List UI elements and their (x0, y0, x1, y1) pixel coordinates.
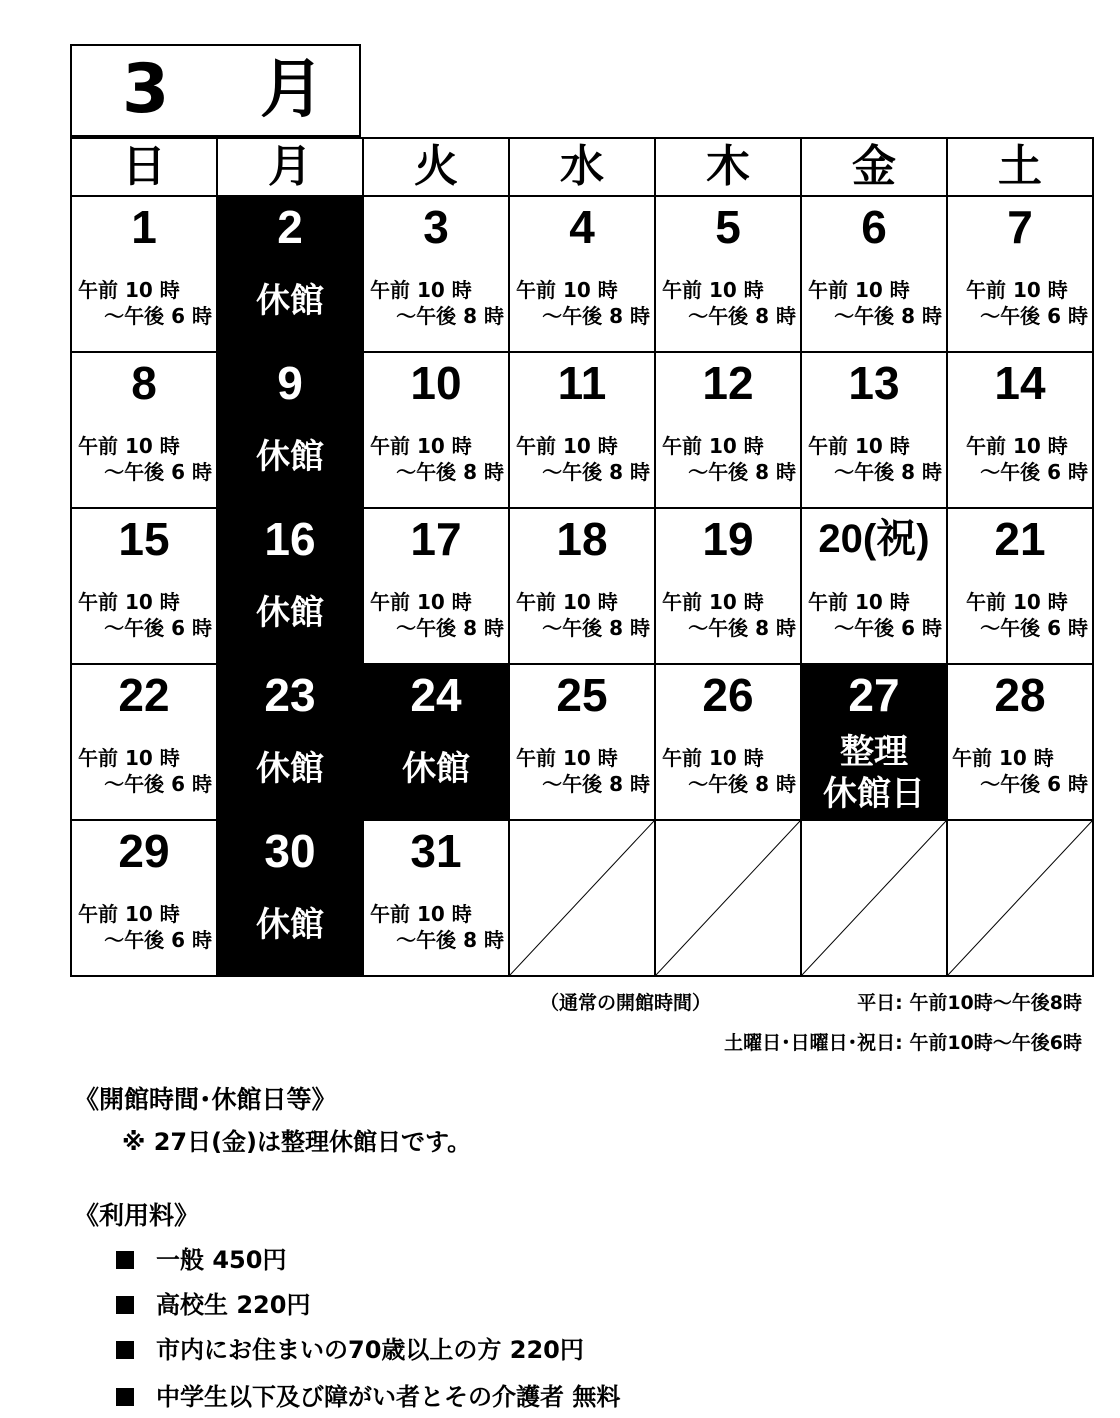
close-time: ～午後 8 時 (542, 616, 650, 640)
day-number: 10 (410, 357, 462, 409)
bullet-square-icon (116, 1251, 134, 1269)
closed-label: 休館 (256, 593, 324, 633)
open-time: 午前 10 時 (370, 434, 472, 458)
empty-cell (509, 820, 655, 976)
day-cell-28 (947, 664, 1093, 820)
day-number: 9 (277, 357, 303, 409)
close-time: ～午後 6 時 (104, 928, 212, 952)
open-time: 午前 10 時 (370, 902, 472, 926)
open-time: 午前 10 時 (966, 434, 1068, 458)
close-time: ～午後 8 時 (542, 460, 650, 484)
close-time: ～午後 8 時 (688, 616, 796, 640)
week-row (71, 508, 1093, 664)
day-cell-4 (509, 196, 655, 352)
day-cell-21 (947, 508, 1093, 664)
open-time: 午前 10 時 (516, 746, 618, 770)
day-number: 13 (848, 357, 900, 409)
open-time: 午前 10 時 (516, 278, 618, 302)
day-number: 14 (994, 357, 1046, 409)
open-time: 午前 10 時 (78, 278, 180, 302)
maintenance-note: ※ 27日(金)は整理休館日です。 (122, 1128, 472, 1156)
day-cell-11 (509, 352, 655, 508)
day-cell-31 (363, 820, 509, 976)
open-time: 午前 10 時 (370, 590, 472, 614)
day-number: 16 (264, 513, 316, 565)
week-row (71, 664, 1093, 820)
day-cell-6 (801, 196, 947, 352)
day-number: 19 (702, 513, 754, 565)
open-time: 午前 10 時 (662, 278, 764, 302)
day-cell-20-holiday (801, 508, 947, 664)
day-number: 21 (994, 513, 1046, 565)
empty-cell-slash (510, 821, 654, 975)
fee-text: 市内にお住まいの70歳以上の方 220円 (156, 1336, 584, 1364)
day-number: 3 (423, 201, 449, 253)
day-cell-2 (217, 196, 363, 352)
open-time: 午前 10 時 (78, 902, 180, 926)
normal-hours-label: （通常の開館時間） (540, 992, 712, 1014)
fee-text: 中学生以下及び障がい者とその介護者 無料 (156, 1383, 621, 1411)
day-cell-5 (655, 196, 801, 352)
closed-label: 休館 (256, 281, 324, 321)
day-cell-24 (363, 664, 509, 820)
weekday-thu: 木 (655, 138, 801, 196)
open-time: 午前 10 時 (808, 278, 910, 302)
day-cell-13 (801, 352, 947, 508)
open-time: 午前 10 時 (662, 434, 764, 458)
day-cell-14 (947, 352, 1093, 508)
day-number: 28 (994, 669, 1046, 721)
day-cell-12 (655, 352, 801, 508)
day-cell-18 (509, 508, 655, 664)
close-time: ～午後 8 時 (688, 460, 796, 484)
day-number: 4 (569, 201, 595, 253)
day-number: 11 (557, 357, 607, 409)
maintenance-closed-label (802, 731, 946, 815)
bullet-square-icon (116, 1296, 134, 1314)
open-time: 午前 10 時 (966, 590, 1068, 614)
close-time: ～午後 6 時 (980, 460, 1088, 484)
close-time: ～午後 8 時 (688, 772, 796, 796)
empty-cell-slash (802, 821, 946, 975)
week-row (71, 196, 1093, 352)
close-time: ～午後 6 時 (104, 304, 212, 328)
open-time: 午前 10 時 (370, 278, 472, 302)
maintenance-line-2: 休館日 (823, 774, 925, 814)
day-number: 25 (556, 669, 608, 721)
day-cell-26 (655, 664, 801, 820)
closed-label: 休館 (402, 749, 470, 789)
day-number: 27 (848, 669, 900, 721)
empty-cell (655, 820, 801, 976)
day-number: 2 (277, 201, 303, 253)
day-number: 22 (118, 669, 170, 721)
day-cell-30 (217, 820, 363, 976)
hours-section-title: 《開館時間･休館日等》 (74, 1085, 337, 1114)
month-label: 月 (260, 53, 324, 127)
normal-hours-weekday: 平日: 午前10時～午後8時 (857, 992, 1082, 1014)
calendar-grid (70, 137, 1094, 977)
close-time: ～午後 6 時 (980, 772, 1088, 796)
empty-cell-slash (656, 821, 800, 975)
week-row (71, 820, 1093, 976)
fee-item (116, 1377, 620, 1412)
open-time: 午前 10 時 (952, 746, 1054, 770)
empty-cell-slash (948, 821, 1092, 975)
day-cell-23 (217, 664, 363, 820)
open-time: 午前 10 時 (966, 278, 1068, 302)
open-time: 午前 10 時 (516, 434, 618, 458)
close-time: ～午後 6 時 (980, 304, 1088, 328)
weekday-wed: 水 (509, 138, 655, 196)
bullet-square-icon (116, 1388, 134, 1406)
weekday-header-row (71, 138, 1093, 196)
day-cell-3 (363, 196, 509, 352)
day-cell-25 (509, 664, 655, 820)
month-number: 3 (122, 50, 170, 129)
day-number: 17 (410, 513, 462, 565)
close-time: ～午後 8 時 (834, 304, 942, 328)
day-cell-17 (363, 508, 509, 664)
close-time: ～午後 8 時 (542, 772, 650, 796)
closed-label: 休館 (256, 749, 324, 789)
maintenance-line-1: 整理 (840, 732, 908, 772)
closed-label: 休館 (256, 905, 324, 945)
day-number: 12 (702, 357, 754, 409)
close-time: ～午後 6 時 (104, 772, 212, 796)
weekday-sat: 土 (947, 138, 1093, 196)
close-time: ～午後 6 時 (104, 460, 212, 484)
close-time: ～午後 8 時 (396, 928, 504, 952)
fee-item (116, 1285, 310, 1320)
fee-item (116, 1240, 286, 1275)
weekday-tue: 火 (363, 138, 509, 196)
day-number: 7 (1007, 201, 1033, 253)
fees-section-title: 《利用料》 (74, 1201, 200, 1230)
open-time: 午前 10 時 (808, 590, 910, 614)
day-cell-10 (363, 352, 509, 508)
open-time: 午前 10 時 (78, 434, 180, 458)
open-time: 午前 10 時 (808, 434, 910, 458)
day-cell-16 (217, 508, 363, 664)
week-row (71, 352, 1093, 508)
close-time: ～午後 8 時 (834, 460, 942, 484)
open-time: 午前 10 時 (662, 746, 764, 770)
open-time: 午前 10 時 (662, 590, 764, 614)
day-number: 1 (131, 201, 157, 253)
close-time: ～午後 8 時 (396, 616, 504, 640)
day-number: 5 (715, 201, 741, 253)
day-cell-27-maintenance (801, 664, 947, 820)
holiday-day-number: 20(祝) (818, 517, 930, 561)
day-cell-15 (71, 508, 217, 664)
day-number: 6 (861, 201, 887, 253)
day-cell-9 (217, 352, 363, 508)
day-cell-19 (655, 508, 801, 664)
day-number: 24 (410, 669, 462, 721)
fee-text: 一般 450円 (156, 1246, 287, 1274)
open-time: 午前 10 時 (516, 590, 618, 614)
day-cell-22 (71, 664, 217, 820)
close-time: ～午後 6 時 (104, 616, 212, 640)
day-cell-1 (71, 196, 217, 352)
day-number: 23 (264, 669, 316, 721)
empty-cell (947, 820, 1093, 976)
close-time: ～午後 6 時 (834, 616, 942, 640)
day-number: 31 (410, 825, 462, 877)
close-time: ～午後 8 時 (396, 304, 504, 328)
day-cell-7 (947, 196, 1093, 352)
day-number: 18 (556, 513, 608, 565)
day-number: 29 (118, 825, 170, 877)
empty-cell (801, 820, 947, 976)
closed-label: 休館 (256, 437, 324, 477)
day-number: 30 (264, 825, 316, 877)
day-number: 15 (118, 513, 170, 565)
day-cell-8 (71, 352, 217, 508)
close-time: ～午後 6 時 (980, 616, 1088, 640)
close-time: ～午後 8 時 (396, 460, 504, 484)
fee-text: 高校生 220円 (156, 1291, 311, 1319)
day-cell-29 (71, 820, 217, 976)
month-header (70, 44, 361, 137)
weekday-fri: 金 (801, 138, 947, 196)
normal-hours-weekend: 土曜日･日曜日･祝日: 午前10時～午後6時 (724, 1032, 1082, 1054)
open-time: 午前 10 時 (78, 746, 180, 770)
bullet-square-icon (116, 1341, 134, 1359)
close-time: ～午後 8 時 (688, 304, 796, 328)
weekday-sun: 日 (71, 138, 217, 196)
close-time: ～午後 8 時 (542, 304, 650, 328)
day-number: 26 (702, 669, 754, 721)
fee-item (116, 1330, 584, 1365)
day-number: 8 (131, 357, 157, 409)
open-time: 午前 10 時 (78, 590, 180, 614)
weekday-mon: 月 (217, 138, 363, 196)
